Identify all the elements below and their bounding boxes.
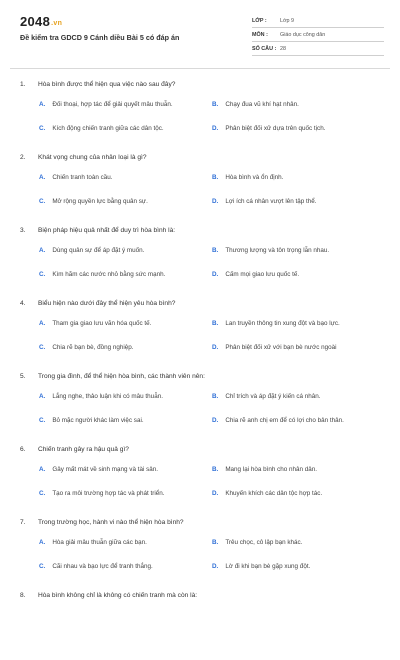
answer-option-c[interactable] — [39, 417, 144, 424]
meta-label: LỚP : — [252, 17, 267, 24]
answer-letter: A. — [39, 466, 46, 473]
answer-letter: C. — [39, 271, 46, 278]
meta-row-question-count — [252, 42, 384, 56]
answer-text: Chỉ trích và áp đặt ý kiến cá nhân. — [225, 393, 321, 400]
answer-letter: A. — [39, 101, 46, 108]
question-block — [0, 295, 400, 368]
answer-letter: C. — [39, 490, 46, 497]
meta-value: Lớp 9 — [280, 17, 295, 24]
answer-text: Đối thoại, hợp tác để giải quyết mâu thuẫn. — [52, 101, 173, 108]
answer-text: Tạo ra môi trường hợp tác và phát triển. — [52, 490, 165, 497]
answer-option-b[interactable] — [212, 174, 283, 181]
answer-letter: A. — [39, 539, 46, 546]
question-number: 4. — [20, 300, 26, 307]
answer-letter: C. — [39, 198, 46, 205]
meta-label: SỐ CÂU : — [252, 45, 277, 52]
question-text: Trong trường học, hành vi nào thể hiện hòa bình? — [38, 519, 184, 526]
question-text: Biện pháp hiệu quả nhất để duy trì hòa bình là: — [38, 227, 176, 234]
answer-text: Hòa bình và ổn định. — [225, 174, 284, 181]
answer-letter: D. — [212, 490, 219, 497]
answer-letter: A. — [39, 320, 46, 327]
question-number: 2. — [20, 154, 26, 161]
answer-text: Kích động chiến tranh giữa các dân tộc. — [52, 125, 164, 132]
answer-text: Dùng quân sự để áp đặt ý muốn. — [52, 247, 145, 254]
answer-text: Lợi ích cá nhân vượt lên tập thể. — [225, 198, 317, 205]
answer-option-d[interactable] — [212, 417, 344, 424]
answer-option-b[interactable] — [212, 539, 302, 546]
answer-option-c[interactable] — [39, 344, 134, 351]
question-block — [0, 514, 400, 587]
question-number: 7. — [20, 519, 26, 526]
answer-option-a[interactable] — [39, 101, 173, 108]
answer-option-b[interactable] — [212, 320, 340, 327]
meta-value: 28 — [280, 45, 286, 52]
question-text: Biểu hiện nào dưới đây thể hiện yêu hòa bình? — [38, 300, 176, 307]
question-text: Trong gia đình, để thể hiện hòa bình, các thành viên nên: — [38, 373, 205, 380]
answer-option-a[interactable] — [39, 320, 151, 327]
question-stem — [20, 519, 184, 526]
answer-option-c[interactable] — [39, 125, 164, 132]
answer-letter: C. — [39, 344, 46, 351]
answer-text: Gây mất mát về sinh mạng và tài sản. — [52, 466, 159, 473]
answer-option-d[interactable] — [212, 563, 310, 570]
logo-text: 2048 — [20, 14, 51, 29]
answer-letter: B. — [212, 539, 219, 546]
question-text: Hòa bình được thể hiện qua việc nào sau đây? — [38, 81, 176, 88]
answer-option-d[interactable] — [212, 125, 325, 132]
answer-option-a[interactable] — [39, 247, 144, 254]
answer-option-d[interactable] — [212, 198, 317, 205]
answer-letter: B. — [212, 320, 219, 327]
question-stem — [20, 592, 197, 599]
question-number: 5. — [20, 373, 26, 380]
answer-option-b[interactable] — [212, 466, 317, 473]
question-list — [0, 76, 400, 660]
answer-option-a[interactable] — [39, 466, 158, 473]
logo-suffix: .vn — [51, 20, 63, 27]
question-stem — [20, 446, 129, 453]
document-title: Đề kiểm tra GDCD 9 Cánh diều Bài 5 có đáp án — [20, 33, 180, 42]
answer-letter: A. — [39, 174, 46, 181]
question-number: 6. — [20, 446, 26, 453]
answer-letter: D. — [212, 271, 219, 278]
answer-letter: B. — [212, 174, 219, 181]
question-block — [0, 587, 400, 660]
meta-row-subject — [252, 28, 384, 42]
question-stem — [20, 227, 175, 234]
answer-option-c[interactable] — [39, 490, 165, 497]
answer-option-b[interactable] — [212, 247, 329, 254]
answer-text: Mang lại hòa bình cho nhân dân. — [225, 466, 318, 473]
answer-text: Chia rẽ anh chị em để có lợi cho bản thân. — [225, 417, 344, 424]
answer-option-d[interactable] — [212, 344, 337, 351]
answer-option-c[interactable] — [39, 563, 153, 570]
document-header — [0, 0, 400, 66]
answer-letter: D. — [212, 198, 219, 205]
question-number: 1. — [20, 81, 26, 88]
answer-letter: B. — [212, 101, 219, 108]
site-logo[interactable] — [20, 14, 62, 29]
answer-text: Mở rộng quyền lực bằng quân sự. — [52, 198, 148, 205]
answer-option-d[interactable] — [212, 271, 299, 278]
answer-text: Hòa giải mâu thuẫn giữa các bạn. — [52, 539, 147, 546]
question-stem — [20, 300, 175, 307]
answer-letter: D. — [212, 344, 219, 351]
answer-text: Chiến tranh toàn cầu. — [52, 174, 113, 181]
question-block — [0, 222, 400, 295]
answer-letter: A. — [39, 247, 46, 254]
answer-letter: C. — [39, 563, 46, 570]
question-number: 8. — [20, 592, 26, 599]
question-block — [0, 368, 400, 441]
answer-option-a[interactable] — [39, 393, 163, 400]
answer-text: Lờ đi khi bạn bè gặp xung đột. — [225, 563, 311, 570]
question-number: 3. — [20, 227, 26, 234]
answer-text: Phân biệt đối xử dựa trên quốc tịch. — [225, 125, 326, 132]
question-stem — [20, 81, 175, 88]
answer-text: Bỏ mặc người khác làm việc sai. — [52, 417, 144, 424]
answer-text: Kìm hãm các nước nhỏ bằng sức mạnh. — [52, 271, 166, 278]
answer-letter: C. — [39, 125, 46, 132]
answer-letter: B. — [212, 393, 219, 400]
question-block — [0, 149, 400, 222]
answer-letter: C. — [39, 417, 46, 424]
answer-text: Chia rẽ bạn bè, đồng nghiệp. — [52, 344, 134, 351]
answer-option-c[interactable] — [39, 198, 148, 205]
answer-option-a[interactable] — [39, 174, 113, 181]
answer-text: Chạy đua vũ khí hạt nhân. — [225, 101, 299, 108]
answer-text: Cãi nhau và bạo lực để tranh thắng. — [52, 563, 153, 570]
answer-letter: D. — [212, 417, 219, 424]
question-text: Chiến tranh gây ra hậu quả gì? — [38, 446, 129, 453]
answer-text: Phân biệt đối xử với bạn bè nước ngoài — [225, 344, 337, 351]
answer-option-b[interactable] — [212, 101, 299, 108]
meta-label: MÔN : — [252, 31, 268, 38]
answer-letter: B. — [212, 466, 219, 473]
meta-value: Giáo dục công dân — [280, 31, 326, 38]
answer-text: Trêu chọc, cô lập bạn khác. — [225, 539, 303, 546]
question-block — [0, 76, 400, 149]
answer-option-b[interactable] — [212, 393, 321, 400]
question-block — [0, 441, 400, 514]
answer-text: Lan truyền thông tin xung đột và bạo lực. — [225, 320, 340, 327]
meta-row-class — [252, 14, 384, 28]
answer-text: Tham gia giao lưu văn hóa quốc tế. — [52, 320, 152, 327]
question-text: Hòa bình không chỉ là không có chiến tranh mà còn là: — [38, 592, 198, 599]
answer-text: Khuyến khích các dân tộc hợp tác. — [225, 490, 323, 497]
answer-text: Cấm mọi giao lưu quốc tế. — [225, 271, 300, 278]
meta-table — [252, 14, 384, 56]
answer-option-a[interactable] — [39, 539, 147, 546]
question-stem — [20, 154, 147, 161]
answer-option-d[interactable] — [212, 490, 322, 497]
answer-letter: D. — [212, 125, 219, 132]
answer-option-c[interactable] — [39, 271, 165, 278]
answer-text: Lắng nghe, thảo luận khi có mâu thuẫn. — [52, 393, 163, 400]
question-stem — [20, 373, 205, 380]
answer-text: Thương lượng và tôn trọng lẫn nhau. — [225, 247, 330, 254]
header-divider — [10, 68, 390, 69]
answer-letter: D. — [212, 563, 219, 570]
answer-letter: A. — [39, 393, 46, 400]
question-text: Khát vọng chung của nhân loại là gì? — [38, 154, 147, 161]
answer-letter: B. — [212, 247, 219, 254]
